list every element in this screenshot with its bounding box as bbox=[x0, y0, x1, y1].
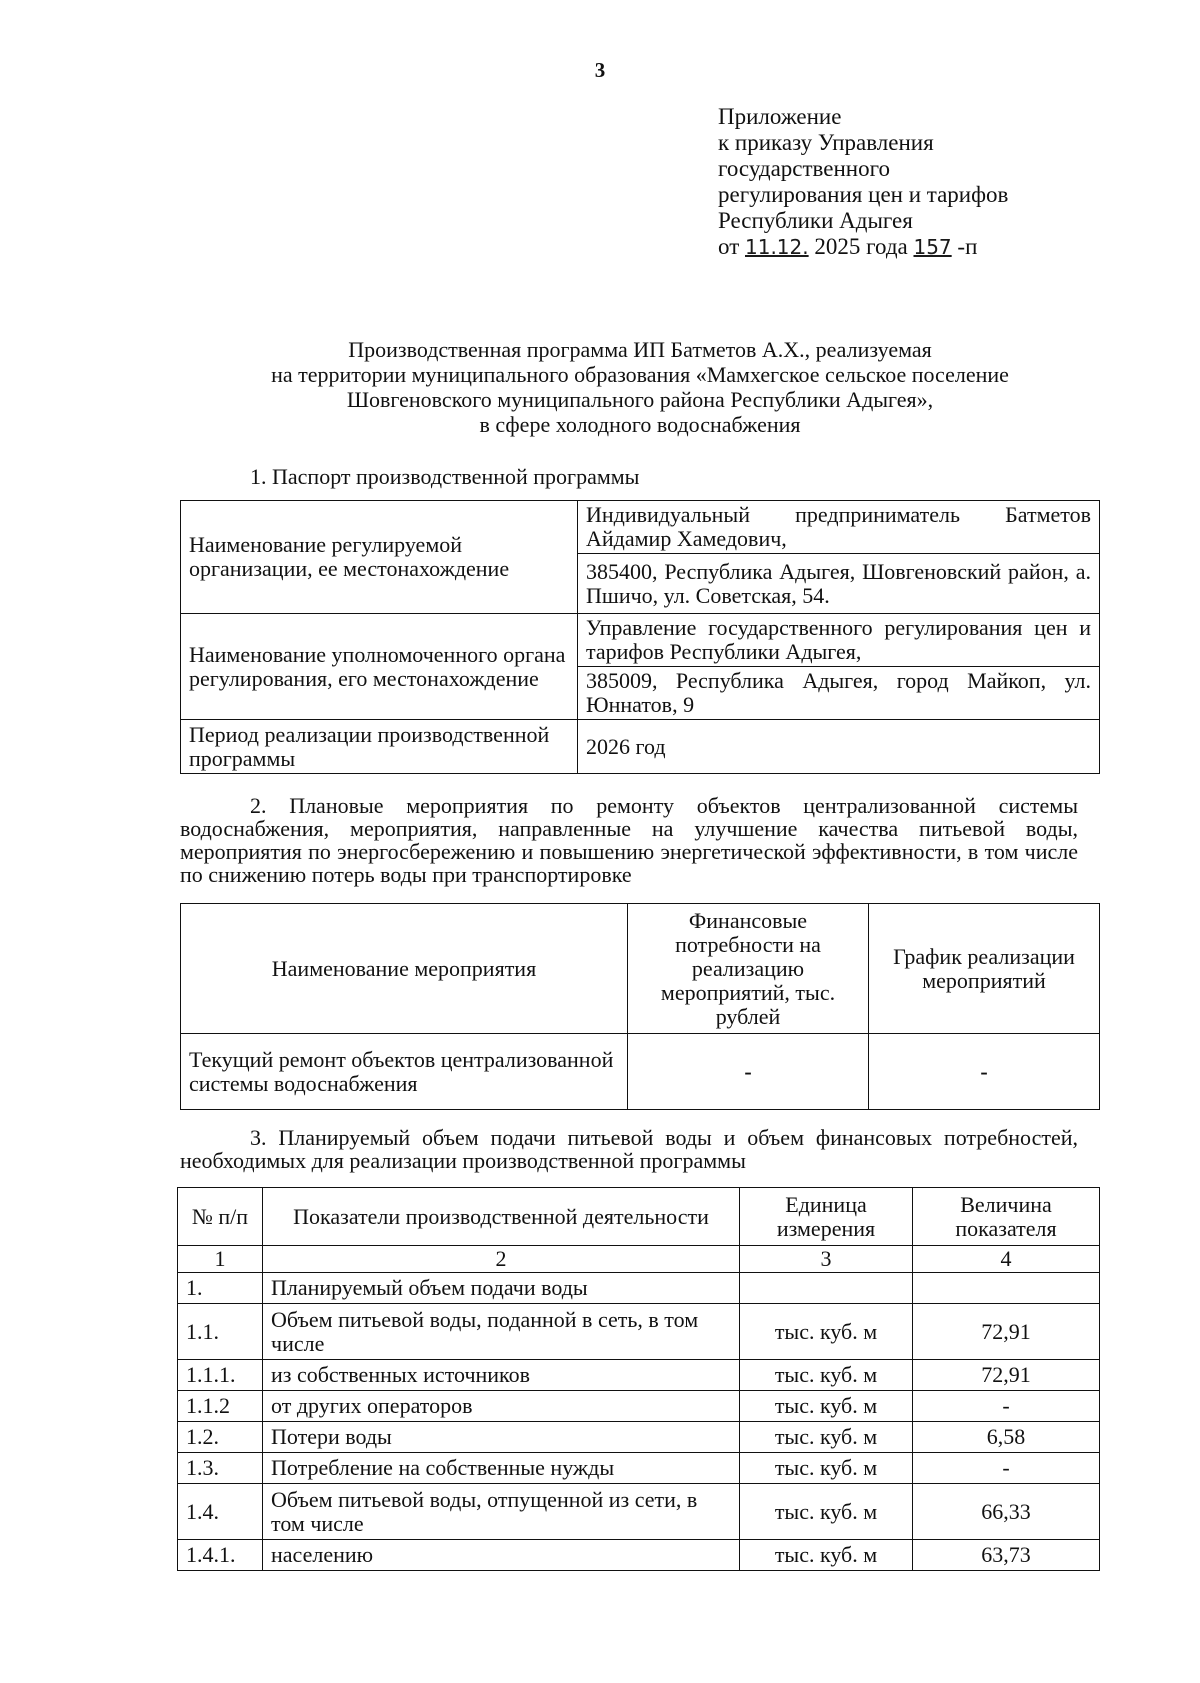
row-unit: тыс. куб. м bbox=[740, 1360, 913, 1391]
row-name: Потребление на собственные нужды bbox=[263, 1453, 740, 1484]
table-row bbox=[178, 1391, 1100, 1422]
row-unit: тыс. куб. м bbox=[740, 1422, 913, 1453]
row-value: 72,91 bbox=[913, 1304, 1100, 1360]
row-value: 72,91 bbox=[913, 1360, 1100, 1391]
row-name: Планируемый объем подачи воды bbox=[263, 1273, 740, 1304]
activity-name: Текущий ремонт объектов централизованной системы водоснабжения bbox=[181, 1034, 628, 1110]
appendix-line: Республики Адыгея bbox=[718, 208, 913, 233]
title-line: на территории муниципального образования «Мамхегское сельское поселение bbox=[271, 362, 1009, 387]
row-name: Потери воды bbox=[263, 1422, 740, 1453]
row-name: из собственных источников bbox=[263, 1360, 740, 1391]
row-value: - bbox=[913, 1391, 1100, 1422]
section2-heading: 2. Плановые мероприятия по ремонту объектов централизованной системы водоснабжения, мероприятия, направленные на улучшение качества питьевой воды, мероприятия по энергосбережению и повышению энергетической эффективности, в том числе по снижению потерь воды при транспортировке bbox=[180, 793, 1078, 887]
activities-table bbox=[180, 903, 1100, 1110]
table-row bbox=[178, 1540, 1100, 1571]
appendix-block bbox=[718, 104, 1118, 260]
table-row bbox=[178, 1422, 1100, 1453]
row-number: 1.1.2 bbox=[178, 1391, 263, 1422]
row-number: 1.1. bbox=[178, 1304, 263, 1360]
row-number: 1.4.1. bbox=[178, 1540, 263, 1571]
title-line: Производственная программа ИП Батметов А.Х., реализуемая bbox=[348, 337, 932, 362]
row-unit: тыс. куб. м bbox=[740, 1391, 913, 1422]
table-row bbox=[178, 1453, 1100, 1484]
row-value: - bbox=[913, 1453, 1100, 1484]
column-number: 3 bbox=[740, 1246, 913, 1273]
activity-schedule: - bbox=[869, 1034, 1100, 1110]
column-header: Единица измерения bbox=[740, 1188, 913, 1246]
column-number: 4 bbox=[913, 1246, 1100, 1273]
section3-heading: 3. Планируемый объем подачи питьевой воды и объем финансовых потребностей, необходимых для реализации производственной программы bbox=[180, 1125, 1078, 1173]
passport-label: Наименование регулируемой организации, ее местонахождение bbox=[181, 501, 578, 614]
appendix-line: регулирования цен и тарифов bbox=[718, 182, 1009, 207]
row-unit: тыс. куб. м bbox=[740, 1484, 913, 1540]
row-value: 63,73 bbox=[913, 1540, 1100, 1571]
column-header: Показатели производственной деятельности bbox=[263, 1188, 740, 1246]
table-row bbox=[178, 1273, 1100, 1304]
passport-label: Наименование уполномоченного органа регулирования, его местонахождение bbox=[181, 614, 578, 720]
row-value bbox=[913, 1273, 1100, 1304]
table-row bbox=[178, 1360, 1100, 1391]
passport-table bbox=[180, 500, 1100, 774]
appendix-line: государственного bbox=[718, 156, 890, 181]
column-number: 2 bbox=[263, 1246, 740, 1273]
table-row bbox=[178, 1304, 1100, 1360]
row-name: Объем питьевой воды, поданной в сеть, в том числе bbox=[263, 1304, 740, 1360]
table-row bbox=[178, 1484, 1100, 1540]
column-number: 1 bbox=[178, 1246, 263, 1273]
row-unit bbox=[740, 1273, 913, 1304]
indicators-table bbox=[177, 1187, 1100, 1571]
page-number: 3 bbox=[594, 58, 606, 82]
passport-value: Управление государственного регулирования цен и тарифов Республики Адыгея, bbox=[578, 614, 1100, 667]
row-number: 1.3. bbox=[178, 1453, 263, 1484]
handwritten-date: 11.12. bbox=[745, 235, 809, 259]
order-number-suffix: -п bbox=[957, 234, 978, 259]
appendix-line: Приложение bbox=[718, 104, 842, 129]
row-number: 1.1.1. bbox=[178, 1360, 263, 1391]
appendix-date-line bbox=[718, 234, 1118, 260]
date-prefix: от bbox=[718, 234, 740, 259]
passport-value: 385400, Республика Адыгея, Шовгеновский район, а. Пшичо, ул. Советская, 54. bbox=[578, 554, 1100, 614]
passport-value: 2026 год bbox=[578, 720, 1100, 774]
document-title bbox=[180, 337, 1100, 437]
row-name: Объем питьевой воды, отпущенной из сети, в том числе bbox=[263, 1484, 740, 1540]
activity-finance: - bbox=[628, 1034, 869, 1110]
row-unit: тыс. куб. м bbox=[740, 1540, 913, 1571]
column-header: № п/п bbox=[178, 1188, 263, 1246]
row-name: от других операторов bbox=[263, 1391, 740, 1422]
row-number: 1.4. bbox=[178, 1484, 263, 1540]
column-header: Наименование мероприятия bbox=[181, 904, 628, 1034]
section1-heading: 1. Паспорт производственной программы bbox=[250, 464, 640, 489]
column-header: Величина показателя bbox=[913, 1188, 1100, 1246]
row-number: 1. bbox=[178, 1273, 263, 1304]
column-header: График реализации мероприятий bbox=[869, 904, 1100, 1034]
title-line: Шовгеновского муниципального района Республики Адыгея», bbox=[346, 387, 934, 412]
handwritten-order-number: 157 bbox=[913, 235, 952, 259]
row-name: населению bbox=[263, 1540, 740, 1571]
row-value: 66,33 bbox=[913, 1484, 1100, 1540]
row-number: 1.2. bbox=[178, 1422, 263, 1453]
date-year: 2025 года bbox=[814, 234, 908, 259]
passport-label: Период реализации производственной программы bbox=[181, 720, 578, 774]
passport-value: 385009, Республика Адыгея, город Майкоп, ул. Юннатов, 9 bbox=[578, 667, 1100, 720]
row-value: 6,58 bbox=[913, 1422, 1100, 1453]
appendix-line: к приказу Управления bbox=[718, 130, 934, 155]
column-header: Финансовые потребности на реализацию мероприятий, тыс. рублей bbox=[628, 904, 869, 1034]
row-unit: тыс. куб. м bbox=[740, 1304, 913, 1360]
title-line: в сфере холодного водоснабжения bbox=[479, 412, 801, 437]
passport-value: Индивидуальный предприниматель Батметов Айдамир Хамедович, bbox=[578, 501, 1100, 554]
row-unit: тыс. куб. м bbox=[740, 1453, 913, 1484]
